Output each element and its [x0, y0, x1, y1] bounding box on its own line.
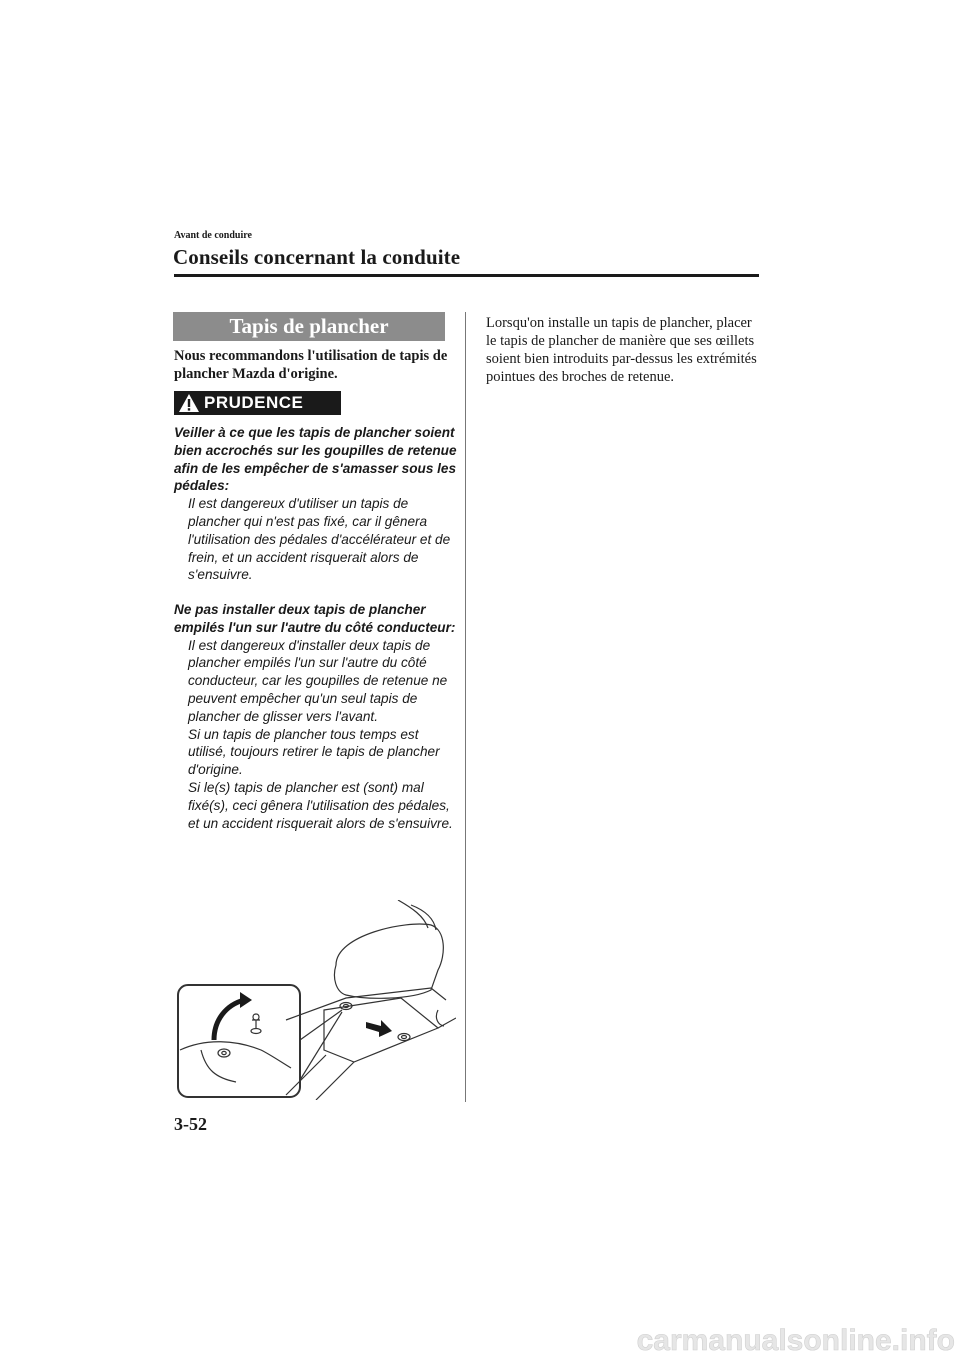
section-banner: Tapis de plancher: [173, 312, 445, 341]
prudence-label: PRUDENCE: [204, 393, 304, 412]
page-title: Conseils concernant la conduite: [173, 245, 461, 269]
caution-heading: Ne pas installer deux tapis de plancher empilés l'un sur l'autre du côté conducteur:: [174, 602, 456, 635]
caution-paragraph: Il est dangereux d'utiliser un tapis de plancher qui n'est pas fixé, car il gênera l'utilisation des pédales d'accélérateur et de frein, et un accident risquerait alors de s'ensuivre.: [188, 496, 451, 583]
caution-heading: Veiller à ce que les tapis de plancher soient bien accrochés sur les goupilles de retenue afin de les empêcher de s'amasser sous les pédales:: [174, 425, 457, 494]
caution-paragraph: Si un tapis de plancher tous temps est utilisé, toujours retirer le tapis de plancher d'origine.: [188, 726, 440, 778]
watermark-text: carmanualsonline.info: [636, 1324, 955, 1357]
caution-paragraph: Il est dangereux d'installer deux tapis de plancher empilés l'un sur l'autre du côté conducteur, car les goupilles de retenue ne peuvent empêcher qu'un seul tapis de plancher de glisser vers l'avant.: [188, 637, 448, 724]
intro-text: Nous recommandons l'utilisation de tapis de plancher Mazda d'origine.: [174, 348, 448, 382]
right-column-text: Lorsqu'on installe un tapis de plancher, placer le tapis de plancher de manière que ses œillets soient bien introduits par-dessus les extrémités pointues des broches de retenue.: [486, 315, 757, 385]
header-section-label: Avant de conduire: [174, 230, 252, 241]
caution-paragraph: Si le(s) tapis de plancher est (sont) mal fixé(s), ceci gênera l'utilisation des pédales, et un accident risquerait alors de s'ensuivre.: [188, 779, 453, 831]
page-number: 3-52: [174, 1114, 207, 1134]
